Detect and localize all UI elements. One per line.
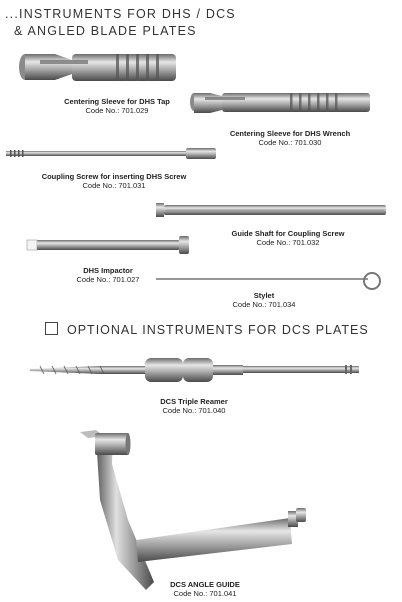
instrument-name: Centering Sleeve for DHS Wrench [229, 129, 351, 138]
caption-coupling-screw [24, 172, 204, 190]
optional-instruments-heading [45, 322, 369, 337]
stylet-image [156, 273, 380, 289]
instrument-code: Code No.: 701.034 [232, 300, 296, 309]
caption-centering-sleeve-wrench [210, 129, 370, 147]
caption-centering-sleeve-tap [42, 97, 192, 115]
dcs-angle-guide-image [80, 430, 306, 590]
instrument-name: DHS Impactor [83, 266, 133, 275]
caption-guide-shaft [208, 229, 368, 247]
caption-stylet [214, 291, 314, 309]
catalog-title-line1: ...INSTRUMENTS FOR DHS / DCS [5, 7, 236, 21]
instrument-code: Code No.: 701.027 [76, 275, 140, 284]
checkbox-icon [45, 322, 58, 335]
caption-dcs-angle-guide [150, 580, 260, 598]
dhs-impactor-image [27, 236, 189, 254]
guide-shaft-image [156, 203, 386, 217]
instrument-name: Stylet [253, 291, 275, 300]
optional-heading-text: OPTIONAL INSTRUMENTS FOR DCS PLATES [67, 323, 369, 337]
instrument-code: Code No.: 701.029 [85, 106, 149, 115]
instrument-code: Code No.: 701.030 [258, 138, 322, 147]
instrument-code: Code No.: 701.032 [256, 238, 320, 247]
caption-dhs-impactor [58, 266, 158, 284]
instrument-name: Coupling Screw for inserting DHS Screw [41, 172, 187, 181]
centering-sleeve-wrench-image [190, 93, 370, 113]
centering-sleeve-tap-image [19, 54, 176, 81]
instrument-name: Centering Sleeve for DHS Tap [64, 97, 170, 106]
coupling-screw-image [6, 148, 216, 159]
instrument-name: Guide Shaft for Coupling Screw [231, 229, 345, 238]
instrument-name: DCS ANGLE GUIDE [170, 580, 240, 589]
instrument-code: Code No.: 701.031 [82, 181, 146, 190]
instrument-code: Code No.: 701.040 [162, 406, 226, 415]
instrument-code: Code No.: 701.041 [173, 589, 237, 598]
dcs-triple-reamer-image [30, 358, 359, 382]
caption-dcs-triple-reamer [134, 397, 254, 415]
instrument-name: DCS Triple Reamer [160, 397, 228, 406]
catalog-title-line2: & ANGLED BLADE PLATES [14, 24, 197, 38]
